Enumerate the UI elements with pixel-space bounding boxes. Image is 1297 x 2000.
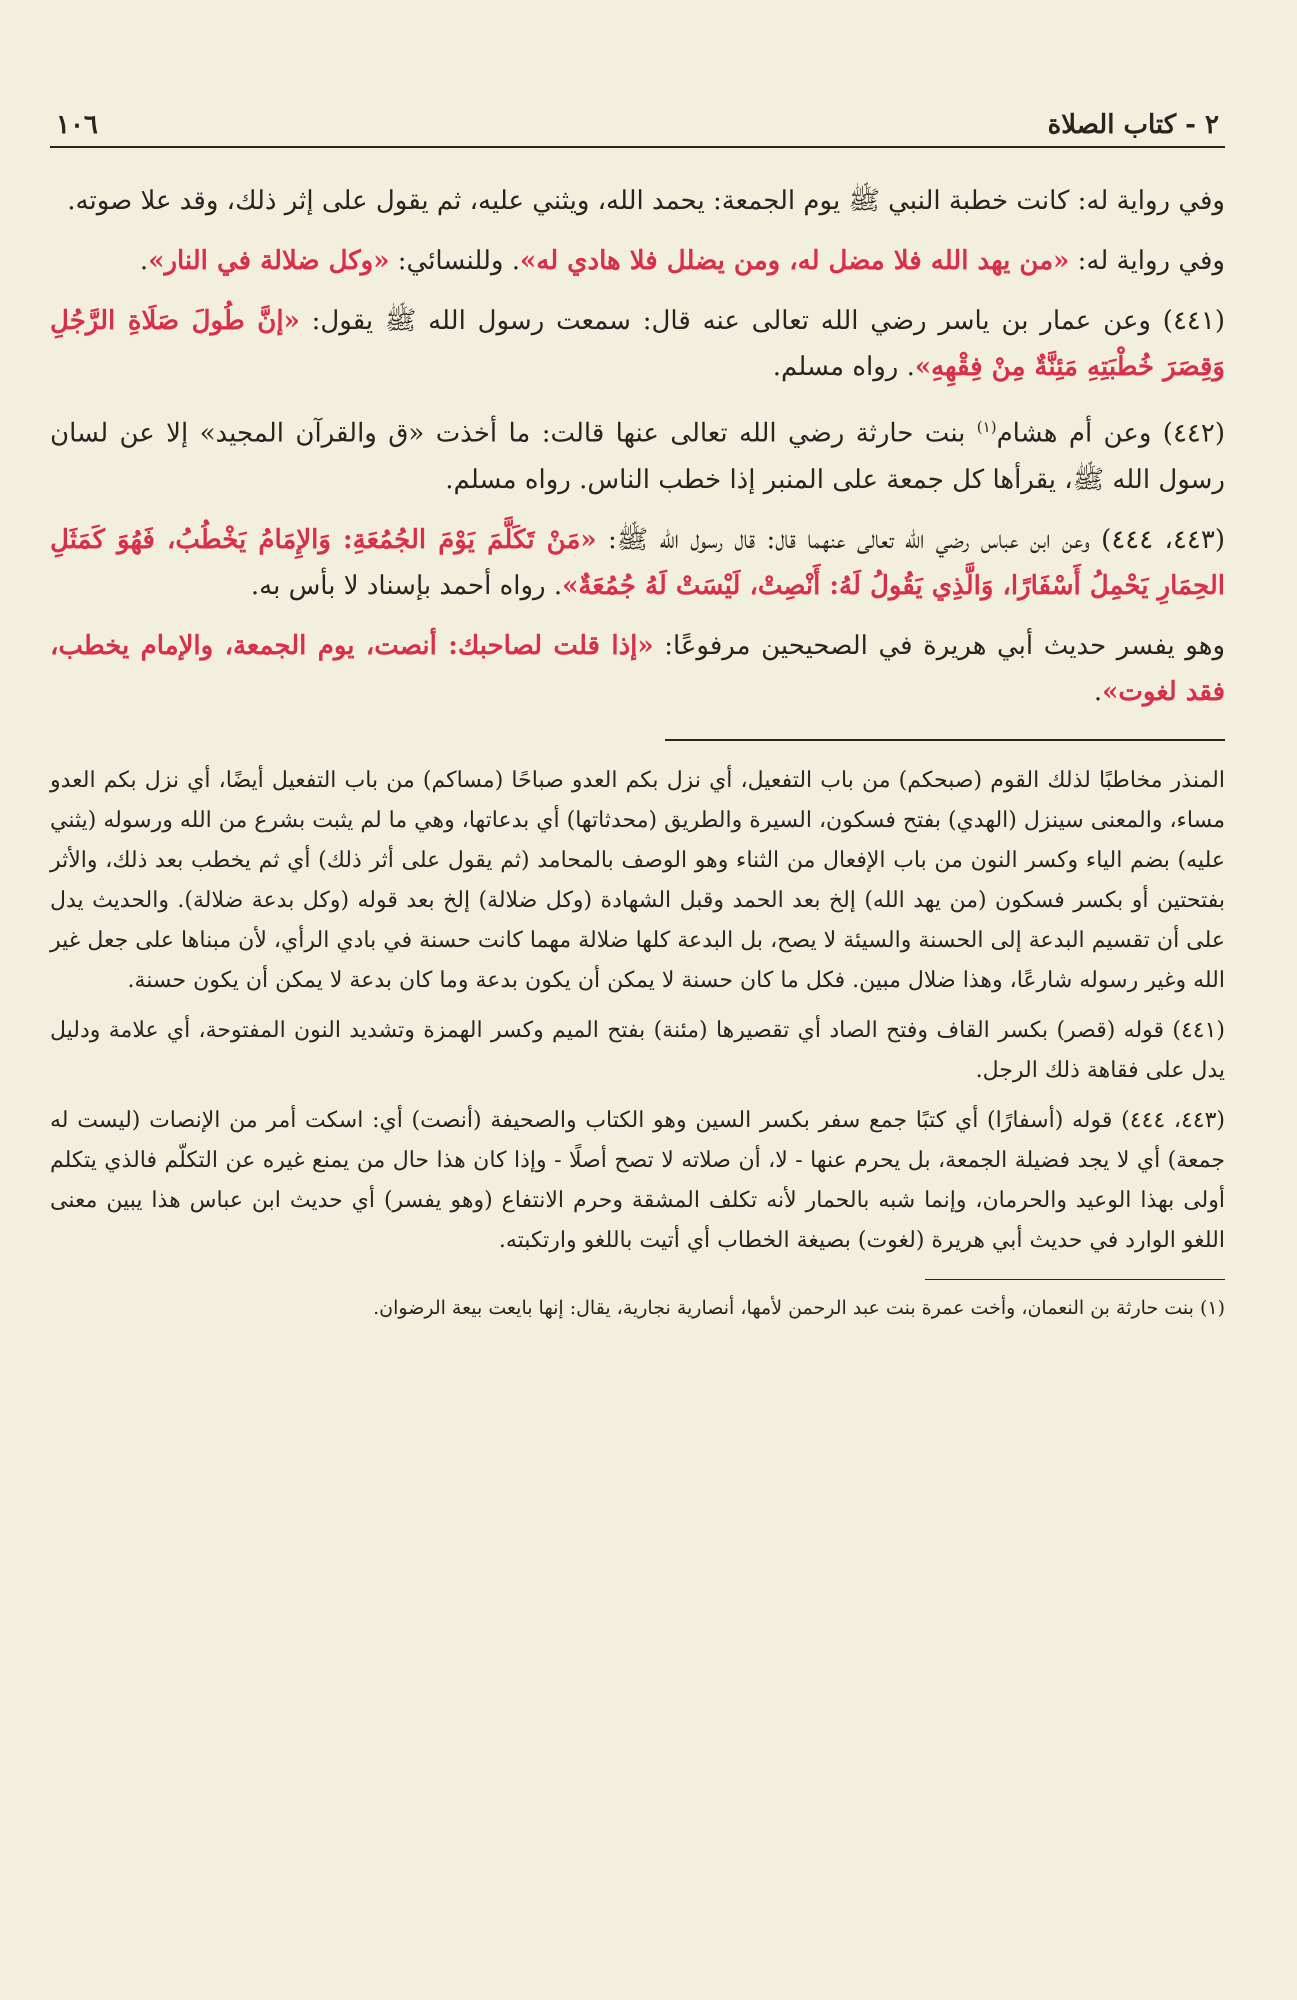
paragraph: (٤٤٢) وعن أم هشام$^{(١)}$ بنت حارثة رضي الله تعالى عنها قالت: ما أخذت «ق والقرآن المجيد» إلا عن لسان رسول الله ﷺ، يقرأها كل جمعة على المنبر إذا خطب الناس. رواه مسلم.: [50, 418, 1225, 495]
paragraph: وفي رواية له: كانت خطبة النبي ﷺ يوم الجمعة: يحمد الله، ويثني عليه، ثم يقول على إثر ذلك، وقد علا صوته.: [67, 186, 1225, 216]
chapter-title: ٢ - كتاب الصلاة: [1047, 110, 1219, 140]
footnote: (١) بنت حارثة بن النعمان، وأخت عمرة بنت عبد الرحمن لأمها، أنصارية نجارية، يقال: إنها بايعت بيعة الرضوان.: [373, 1296, 1225, 1319]
paragraph: وفي رواية له: «من يهد الله فلا مضل له، ومن يضلل فلا هادي له». وللنسائي: «وكل ضلالة في النار».: [139, 246, 1225, 276]
commentary: [50, 761, 1225, 1261]
commentary-paragraph: (٤٤١) قوله (قصر) بكسر القاف وفتح الصاد أي تقصيرها (مئنة) بفتح الميم وكسر الهمزة وتشديد النون المفتوحة، أي علامة ودليل يدل على فقاهة ذلك الرجل.: [50, 1017, 1225, 1083]
main-text: [50, 178, 1225, 715]
paragraph: وهو يفسر حديث أبي هريرة في الصحيحين مرفوعًا: «إذا قلت لصاحبك: أنصت، يوم الجمعة، والإمام يخطب، فقد لغوت».: [50, 630, 1226, 707]
hadith-quote: «مَنْ تَكَلَّمَ يَوْمَ الجُمُعَةِ: وَالإِمَامُ يَخْطُبُ، فَهُوَ كَمَثَلِ الحِمَارِ يَحْمِلُ أَسْفَارًا، وَالَّذِي يَقُولُ لَهُ: أَنْصِتْ، لَيْسَتْ لَهُ جُمُعَةٌ»: [50, 524, 1225, 601]
commentary-paragraph: (٤٤٣، ٤٤٤) قوله (أسفارًا) أي كتبًا جمع سفر بكسر السين وهو الكتاب والصحيفة (أنصت) أي: اسكت أمر من الإنصات (ليست له جمعة) أي لا يجد فضيلة الجمعة، بل يحرم عنها - لا، أن صلاته لا تصح أصلًا - وإذا كان هذا حال من يمنع غيره عن التكلّم فالذي يتكلم أولى بهذا الوعيد والحرمان، وإنما شبه بالحمار لأنه تكلف المشقة وحرم الانتفاع (وهو يفسر) أي حديث ابن عباس هذا يبين معنى اللغو الوارد في حديث أبي هريرة (لغوت) بصيغة الخطاب أي أتيت باللغو وارتكبته.: [50, 1107, 1226, 1253]
hadith-quote: «إنَّ طُولَ صَلَاةِ الرَّجُلِ وَقِصَرَ خُطْبَتِهِ مَئِنَّةٌ مِنْ فِقْهِهِ»: [50, 306, 1225, 382]
commentary-divider: [665, 739, 1225, 741]
page-number: ١٠٦: [56, 110, 98, 140]
footnote-divider: [925, 1279, 1225, 1280]
paragraph: (٤٤٣، ٤٤٤) وعن ابن عباس رضي الله تعالى عنهما قال: قال رسول الله ﷺ: «مَنْ تَكَلَّمَ يَوْمَ الجُمُعَةِ: وَالإِمَامُ يَخْطُبُ، فَهُوَ كَمَثَلِ الحِمَارِ يَحْمِلُ أَسْفَارًا، وَالَّذِي يَقُولُ لَهُ: أَنْصِتْ، لَيْسَتْ لَهُ جُمُعَةٌ». رواه أحمد بإسناد لا بأس به.: [50, 524, 1226, 601]
commentary-paragraph: المنذر مخاطبًا لذلك القوم (صبحكم) من باب التفعيل، أي نزل بكم العدو صباحًا (مساكم) من باب التفعيل أيضًا، أي نزل بكم العدو مساء، والمعنى سينزل (الهدي) بفتح فسكون، السيرة والطريق (محدثاتها) أي بدعاتها، وهي ما لم يثبت بشرع من الله ورسوله (يثني عليه) بضم الياء وكسر النون من باب الإفعال من الثناء وهو الوصف بالمحامد (ثم يقول على أثر ذلك) أي ثم يخطب بعد ذلك، والأثر بفتحتين أو بكسر فسكون (من يهد الله) إلخ بعد الحمد وقبل الشهادة (وكل ضلالة) إلخ بعد قوله (وكل بدعة ضلالة). والحديث يدل على أن تقسيم البدعة إلى الحسنة والسيئة لا يصح، بل البدعة كلها ضلالة مهما كانت حسنة في بادي الرأي، لأن مبناها على جعل غير الله وغير رسوله شارعًا، وهذا ضلال مبين. فكل ما كان حسنة لا يمكن أن يكون بدعة وما كان بدعة لا يمكن أن يكون حسنة.: [50, 767, 1225, 993]
hadith-quote: «من يهد الله فلا مضل له، ومن يضلل فلا هادي له»: [520, 246, 1070, 276]
footnote-marker: (١): [976, 418, 997, 436]
paragraph: (٤٤١) وعن عمار بن ياسر رضي الله تعالى عنه قال: سمعت رسول الله ﷺ يقول: «إنَّ طُولَ صَلَاةِ الرَّجُلِ وَقِصَرَ خُطْبَتِهِ مَئِنَّةٌ مِنْ فِقْهِهِ». رواه مسلم.: [50, 306, 1225, 382]
hadith-quote: «إذا قلت لصاحبك: أنصت، يوم الجمعة، والإمام يخطب، فقد لغوت»: [50, 630, 1225, 707]
hadith-quote: «وكل ضلالة في النار»: [148, 246, 390, 276]
footnotes: [50, 1292, 1225, 1324]
running-header: [50, 92, 1225, 148]
